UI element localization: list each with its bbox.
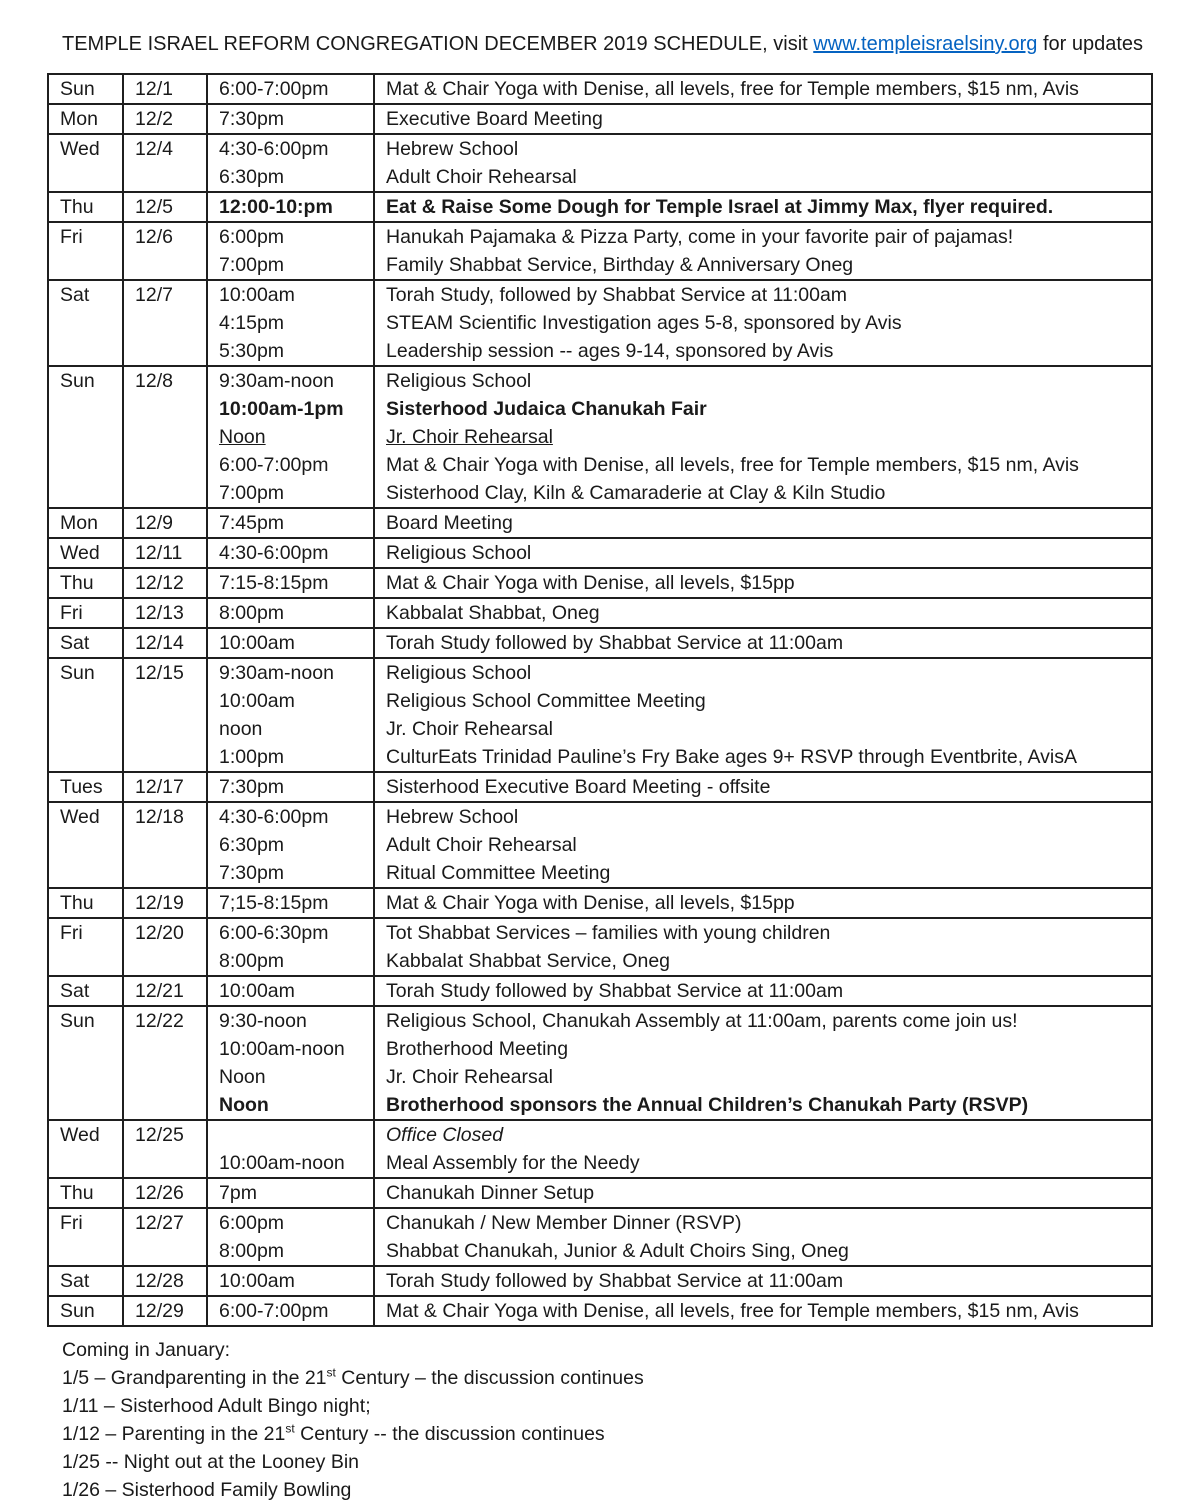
event-cell: Mat & Chair Yoga with Denise, all levels, $15pp (374, 888, 1152, 918)
time-cell (207, 1120, 374, 1149)
time-cell: 10:00am (207, 1266, 374, 1296)
schedule-row (48, 134, 1152, 163)
date-cell: 12/4 (123, 134, 207, 192)
day-cell: Thu (48, 1178, 123, 1208)
event-cell: Mat & Chair Yoga with Denise, all levels, free for Temple members, $15 nm, Avis (374, 74, 1152, 104)
event-cell: Tot Shabbat Services – families with young children (374, 918, 1152, 947)
schedule-row (48, 772, 1152, 802)
event-cell: Jr. Choir Rehearsal (374, 423, 1152, 451)
event-cell: Sisterhood Judaica Chanukah Fair (374, 395, 1152, 423)
coming-in-january-section (62, 1336, 1200, 1504)
date-cell: 12/9 (123, 508, 207, 538)
date-cell: 12/17 (123, 772, 207, 802)
day-cell: Sat (48, 1266, 123, 1296)
schedule-row (48, 1296, 1152, 1326)
time-cell: 10:00am (207, 628, 374, 658)
schedule-row (48, 888, 1152, 918)
schedule-row (48, 451, 1152, 479)
schedule-row (48, 1149, 1152, 1178)
time-cell: 10:00am-noon (207, 1149, 374, 1178)
time-cell: 7pm (207, 1178, 374, 1208)
schedule-row (48, 222, 1152, 251)
time-cell: 6:00-7:00pm (207, 1296, 374, 1326)
day-cell: Sun (48, 366, 123, 508)
day-cell: Sat (48, 628, 123, 658)
time-cell: 7:30pm (207, 859, 374, 888)
date-cell: 12/18 (123, 802, 207, 888)
time-cell: 7:00pm (207, 479, 374, 508)
date-cell: 12/29 (123, 1296, 207, 1326)
schedule-row (48, 628, 1152, 658)
day-cell: Tues (48, 772, 123, 802)
time-cell: 1:00pm (207, 743, 374, 772)
schedule-row (48, 802, 1152, 831)
schedule-table-body (48, 74, 1152, 1326)
event-cell: Chanukah / New Member Dinner (RSVP) (374, 1208, 1152, 1237)
schedule-row (48, 192, 1152, 222)
date-cell: 12/25 (123, 1120, 207, 1178)
schedule-row (48, 366, 1152, 395)
time-cell: 12:00-10:pm (207, 192, 374, 222)
day-cell: Thu (48, 888, 123, 918)
time-cell: 5:30pm (207, 337, 374, 366)
schedule-row (48, 598, 1152, 628)
date-cell: 12/8 (123, 366, 207, 508)
schedule-row (48, 1208, 1152, 1237)
day-cell: Wed (48, 802, 123, 888)
schedule-row (48, 831, 1152, 859)
schedule-row (48, 568, 1152, 598)
ordinal-superscript: st (285, 1421, 295, 1436)
schedule-row (48, 715, 1152, 743)
january-item-text: 1/25 -- Night out at the Looney Bin (62, 1451, 360, 1473)
schedule-row (48, 1035, 1152, 1063)
event-cell: STEAM Scientific Investigation ages 5-8, sponsored by Avis (374, 309, 1152, 337)
day-cell: Wed (48, 1120, 123, 1178)
january-item-text: 1/11 – Sisterhood Adult Bingo night; (62, 1395, 371, 1417)
day-cell: Sun (48, 1006, 123, 1120)
event-cell: Mat & Chair Yoga with Denise, all levels, free for Temple members, $15 nm, Avis (374, 451, 1152, 479)
time-cell: 7:30pm (207, 104, 374, 134)
time-cell: noon (207, 715, 374, 743)
january-item (62, 1392, 1200, 1420)
day-cell: Fri (48, 598, 123, 628)
schedule-row (48, 1091, 1152, 1120)
time-cell: 10:00am-1pm (207, 395, 374, 423)
schedule-row (48, 508, 1152, 538)
time-cell: Noon (207, 423, 374, 451)
event-cell: Mat & Chair Yoga with Denise, all levels, free for Temple members, $15 nm, Avis (374, 1296, 1152, 1326)
schedule-row (48, 859, 1152, 888)
document-page (0, 31, 1200, 1499)
schedule-row (48, 309, 1152, 337)
ordinal-superscript: st (326, 1365, 336, 1380)
time-cell: 10:00am (207, 280, 374, 309)
day-cell: Mon (48, 508, 123, 538)
schedule-row (48, 1178, 1152, 1208)
time-cell: 6:00-6:30pm (207, 918, 374, 947)
time-cell: 8:00pm (207, 947, 374, 976)
day-cell: Thu (48, 568, 123, 598)
page-title (62, 31, 1200, 57)
schedule-row (48, 687, 1152, 715)
date-cell: 12/22 (123, 1006, 207, 1120)
event-cell: Adult Choir Rehearsal (374, 163, 1152, 192)
january-list (62, 1364, 1200, 1504)
january-item (62, 1364, 1200, 1392)
event-cell: Ritual Committee Meeting (374, 859, 1152, 888)
day-cell: Thu (48, 192, 123, 222)
time-cell: 7;15-8:15pm (207, 888, 374, 918)
time-cell: 4:30-6:00pm (207, 802, 374, 831)
time-cell: 9:30-noon (207, 1006, 374, 1035)
date-cell: 12/15 (123, 658, 207, 772)
january-item-text: Century -- the discussion continues (294, 1423, 605, 1445)
schedule-row (48, 1063, 1152, 1091)
event-cell: Shabbat Chanukah, Junior & Adult Choirs Sing, Oneg (374, 1237, 1152, 1266)
day-cell: Wed (48, 134, 123, 192)
time-cell: 7:45pm (207, 508, 374, 538)
event-cell: CulturEats Trinidad Pauline’s Fry Bake ages 9+ RSVP through Eventbrite, AvisA (374, 743, 1152, 772)
time-cell: 7:00pm (207, 251, 374, 280)
event-cell: Religious School Committee Meeting (374, 687, 1152, 715)
schedule-row (48, 538, 1152, 568)
time-cell: Noon (207, 1063, 374, 1091)
event-cell: Jr. Choir Rehearsal (374, 1063, 1152, 1091)
date-cell: 12/11 (123, 538, 207, 568)
event-cell: Meal Assembly for the Needy (374, 1149, 1152, 1178)
time-cell: 6:30pm (207, 163, 374, 192)
january-item-text: 1/12 – Parenting in the 21 (62, 1423, 286, 1445)
event-cell: Religious School (374, 538, 1152, 568)
time-cell: 6:00-7:00pm (207, 74, 374, 104)
day-cell: Mon (48, 104, 123, 134)
day-cell: Sat (48, 280, 123, 366)
day-cell: Sun (48, 74, 123, 104)
schedule-row (48, 280, 1152, 309)
schedule-row (48, 251, 1152, 280)
event-cell: Leadership session -- ages 9-14, sponsored by Avis (374, 337, 1152, 366)
schedule-row (48, 163, 1152, 192)
date-cell: 12/28 (123, 1266, 207, 1296)
event-cell: Sisterhood Executive Board Meeting - offsite (374, 772, 1152, 802)
schedule-row (48, 479, 1152, 508)
schedule-row (48, 74, 1152, 104)
schedule-row (48, 1006, 1152, 1035)
event-cell: Brotherhood Meeting (374, 1035, 1152, 1063)
time-cell: 4:15pm (207, 309, 374, 337)
event-cell: Jr. Choir Rehearsal (374, 715, 1152, 743)
schedule-row (48, 918, 1152, 947)
event-cell: Religious School (374, 658, 1152, 687)
event-cell: Hanukah Pajamaka & Pizza Party, come in your favorite pair of pajamas! (374, 222, 1152, 251)
event-cell: Mat & Chair Yoga with Denise, all levels, $15pp (374, 568, 1152, 598)
time-cell: 4:30-6:00pm (207, 538, 374, 568)
schedule-row (48, 104, 1152, 134)
event-cell: Torah Study, followed by Shabbat Service at 11:00am (374, 280, 1152, 309)
time-cell: 9:30am-noon (207, 366, 374, 395)
day-cell: Sat (48, 976, 123, 1006)
coming-heading: Coming in January: (62, 1339, 230, 1361)
time-cell: 10:00am (207, 976, 374, 1006)
date-cell: 12/27 (123, 1208, 207, 1266)
date-cell: 12/12 (123, 568, 207, 598)
date-cell: 12/13 (123, 598, 207, 628)
event-cell: Family Shabbat Service, Birthday & Anniversary Oneg (374, 251, 1152, 280)
event-cell: Chanukah Dinner Setup (374, 1178, 1152, 1208)
january-item-text: 1/26 – Sisterhood Family Bowling (62, 1479, 352, 1501)
event-cell: Kabbalat Shabbat Service, Oneg (374, 947, 1152, 976)
event-cell: Religious School (374, 366, 1152, 395)
date-cell: 12/6 (123, 222, 207, 280)
schedule-row (48, 395, 1152, 423)
time-cell: 8:00pm (207, 1237, 374, 1266)
january-item (62, 1448, 1200, 1476)
day-cell: Sun (48, 1296, 123, 1326)
event-cell: Hebrew School (374, 134, 1152, 163)
schedule-row (48, 1237, 1152, 1266)
day-cell: Wed (48, 538, 123, 568)
january-item (62, 1476, 1200, 1504)
event-cell: Kabbalat Shabbat, Oneg (374, 598, 1152, 628)
title-prefix: TEMPLE ISRAEL REFORM CONGREGATION DECEMBER 2019 SCHEDULE, visit (62, 33, 814, 55)
event-cell: Torah Study followed by Shabbat Service at 11:00am (374, 1266, 1152, 1296)
event-cell: Torah Study followed by Shabbat Service at 11:00am (374, 628, 1152, 658)
date-cell: 12/5 (123, 192, 207, 222)
schedule-row (48, 1120, 1152, 1149)
date-cell: 12/20 (123, 918, 207, 976)
time-cell: 6:30pm (207, 831, 374, 859)
schedule-row (48, 658, 1152, 687)
day-cell: Sun (48, 658, 123, 772)
date-cell: 12/19 (123, 888, 207, 918)
time-cell: 6:00-7:00pm (207, 451, 374, 479)
time-cell: 9:30am-noon (207, 658, 374, 687)
time-cell: 6:00pm (207, 222, 374, 251)
date-cell: 12/7 (123, 280, 207, 366)
time-cell: 7:30pm (207, 772, 374, 802)
day-cell: Fri (48, 222, 123, 280)
time-cell: 8:00pm (207, 598, 374, 628)
time-cell: Noon (207, 1091, 374, 1120)
schedule-row (48, 1266, 1152, 1296)
time-cell: 4:30-6:00pm (207, 134, 374, 163)
schedule-row (48, 423, 1152, 451)
date-cell: 12/2 (123, 104, 207, 134)
event-cell: Board Meeting (374, 508, 1152, 538)
january-item (62, 1420, 1200, 1448)
day-cell: Fri (48, 1208, 123, 1266)
schedule-row (48, 743, 1152, 772)
january-item-text: Century – the discussion continues (335, 1367, 644, 1389)
event-cell: Office Closed (374, 1120, 1152, 1149)
event-cell: Hebrew School (374, 802, 1152, 831)
event-cell: Eat & Raise Some Dough for Temple Israel at Jimmy Max, flyer required. (374, 192, 1152, 222)
date-cell: 12/1 (123, 74, 207, 104)
event-cell: Brotherhood sponsors the Annual Children’s Chanukah Party (RSVP) (374, 1091, 1152, 1120)
temple-website-link[interactable]: www.templeisraelsiny.org (813, 33, 1038, 55)
event-cell: Torah Study followed by Shabbat Service at 11:00am (374, 976, 1152, 1006)
event-cell: Religious School, Chanukah Assembly at 11:00am, parents come join us! (374, 1006, 1152, 1035)
date-cell: 12/21 (123, 976, 207, 1006)
event-cell: Executive Board Meeting (374, 104, 1152, 134)
schedule-row (48, 976, 1152, 1006)
january-item-text: 1/5 – Grandparenting in the 21 (62, 1367, 327, 1389)
time-cell: 10:00am-noon (207, 1035, 374, 1063)
time-cell: 6:00pm (207, 1208, 374, 1237)
event-cell: Adult Choir Rehearsal (374, 831, 1152, 859)
title-suffix: for updates (1037, 33, 1144, 55)
schedule-row (48, 337, 1152, 366)
schedule-table (47, 73, 1153, 1327)
event-cell: Sisterhood Clay, Kiln & Camaraderie at Clay & Kiln Studio (374, 479, 1152, 508)
time-cell: 10:00am (207, 687, 374, 715)
date-cell: 12/14 (123, 628, 207, 658)
day-cell: Fri (48, 918, 123, 976)
date-cell: 12/26 (123, 1178, 207, 1208)
schedule-row (48, 947, 1152, 976)
time-cell: 7:15-8:15pm (207, 568, 374, 598)
